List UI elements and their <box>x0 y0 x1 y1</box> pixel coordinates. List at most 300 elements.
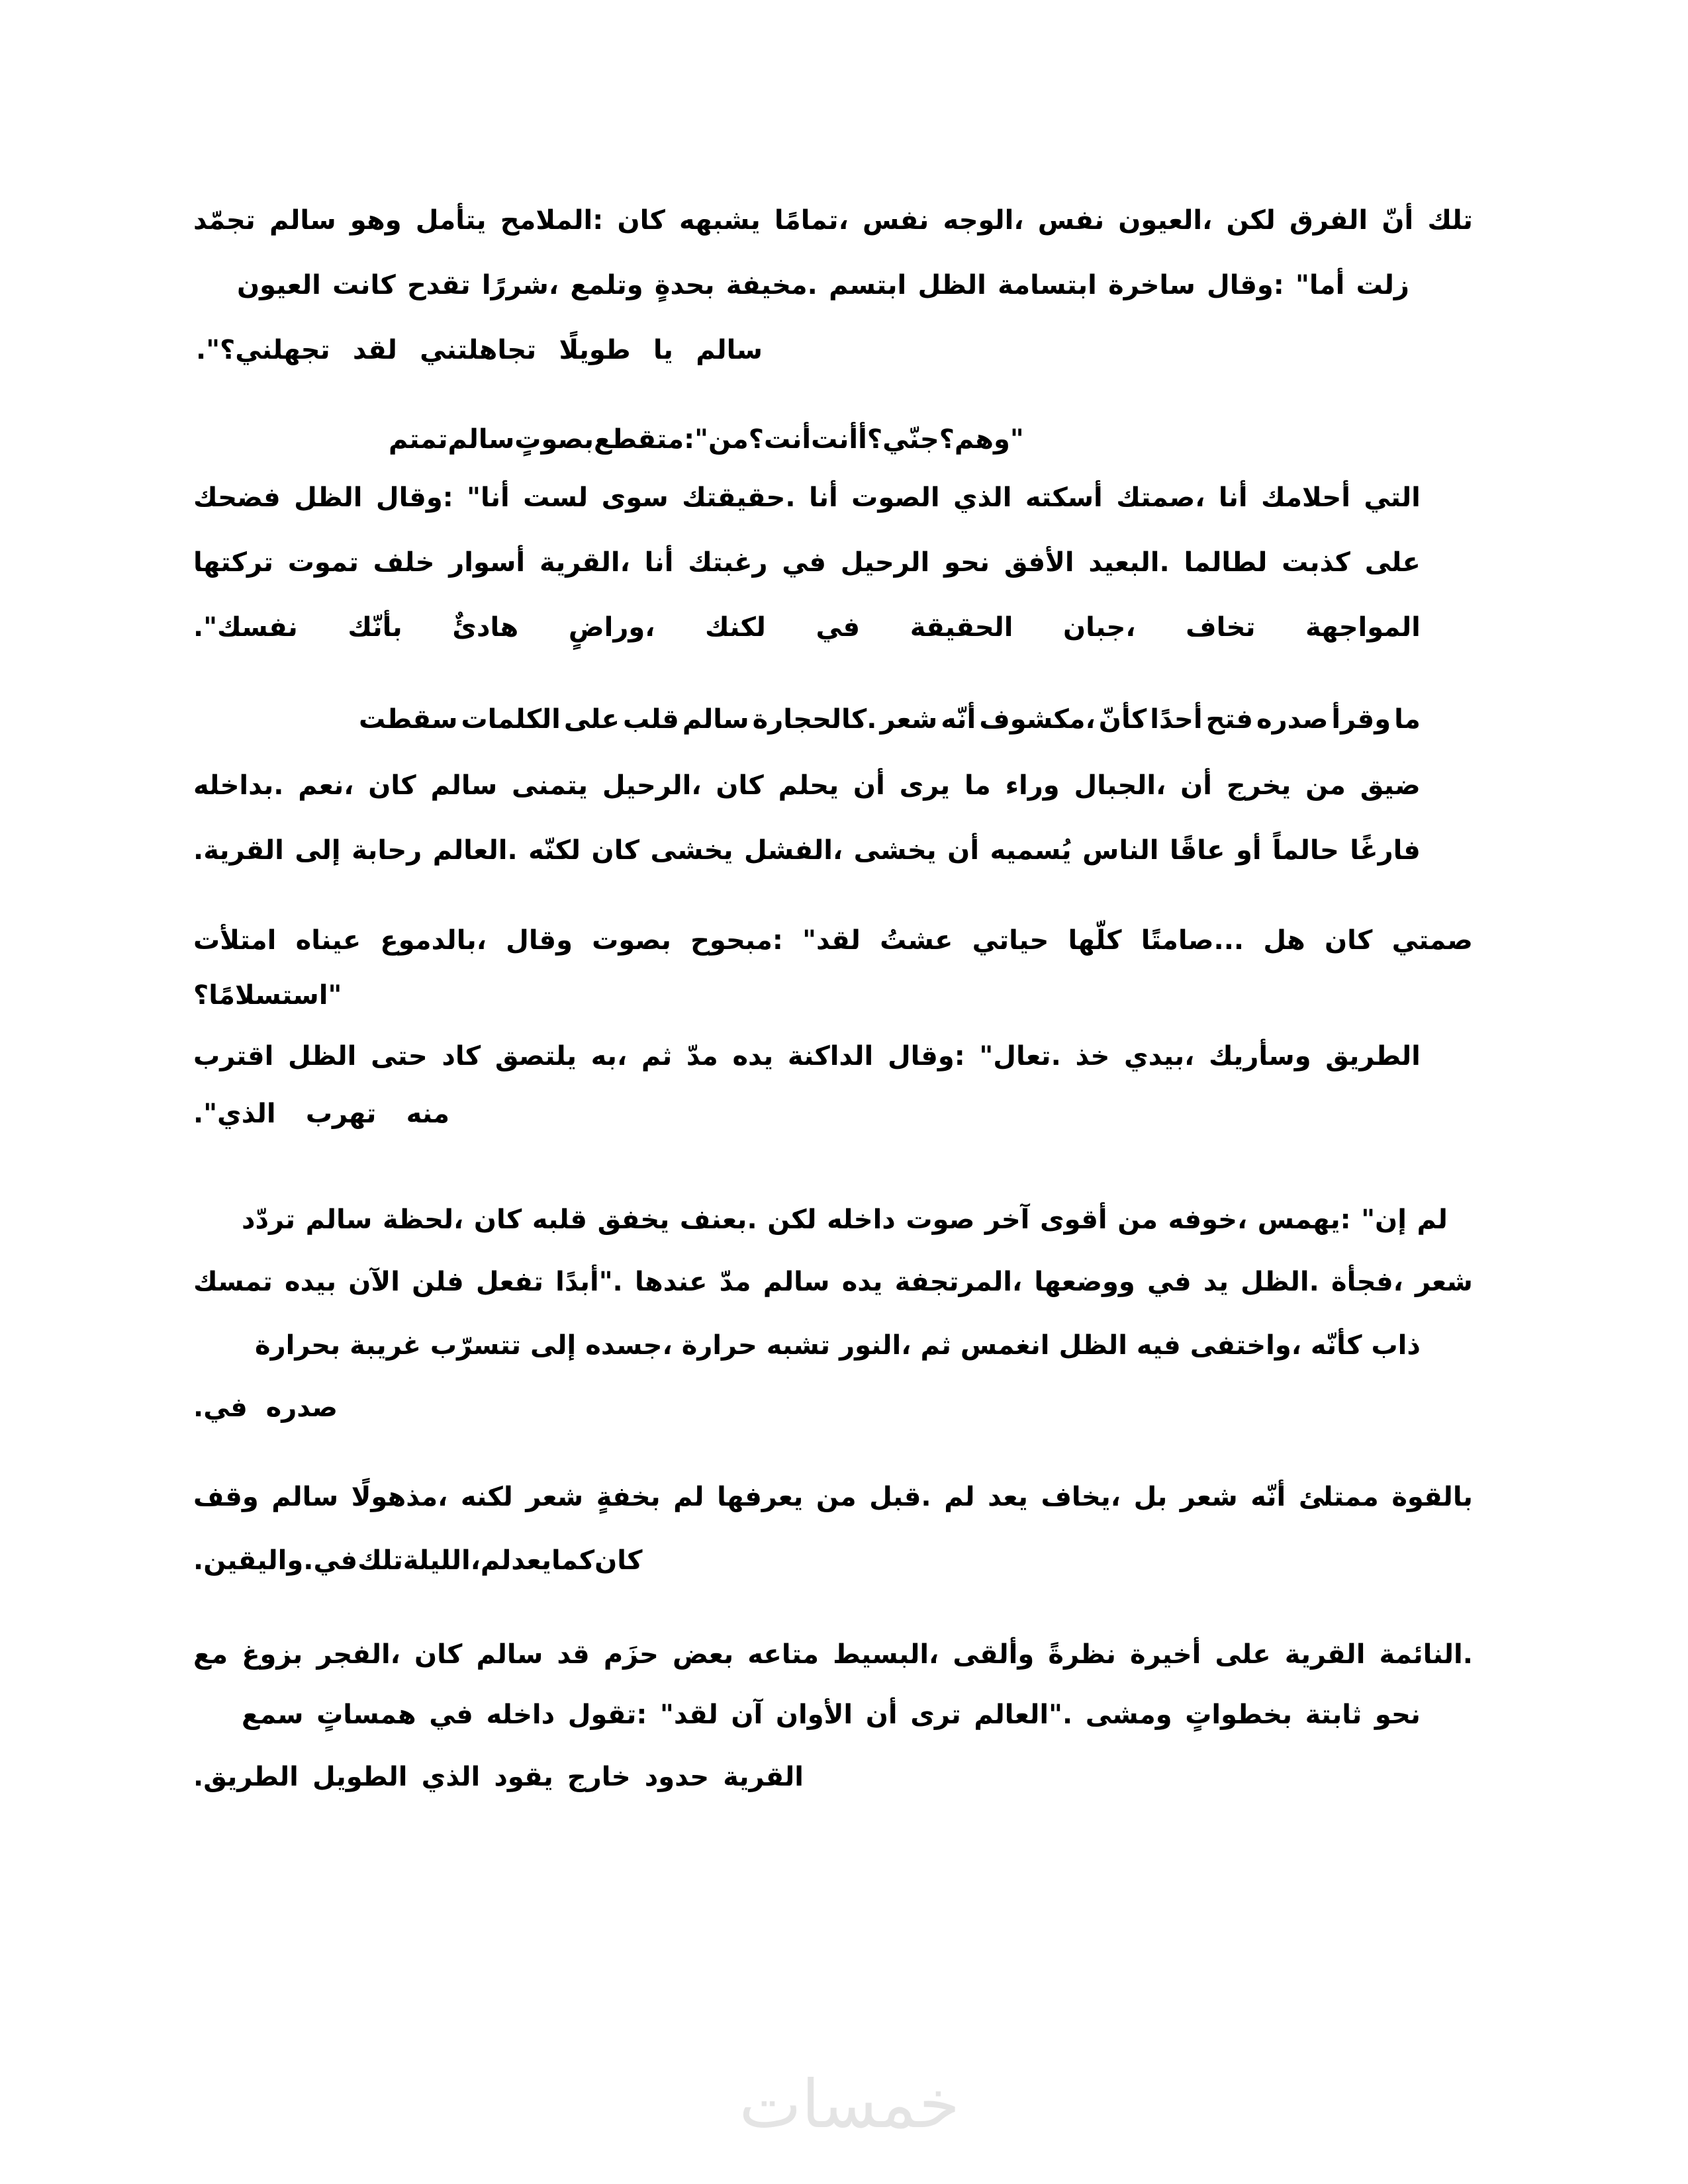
text-line <box>359 700 1421 739</box>
word: كذبت <box>1282 547 1350 578</box>
word: خلف <box>373 547 435 578</box>
word: كان <box>591 835 639 866</box>
word: "تعال. <box>979 1041 1061 1071</box>
word: هل <box>1263 925 1305 956</box>
word: وقال <box>506 925 573 956</box>
word: سوى <box>601 482 669 513</box>
word: يقود <box>494 1762 553 1792</box>
word: مخيفة. <box>726 270 818 300</box>
word: سالم <box>447 424 515 455</box>
word: داخله <box>827 1205 896 1235</box>
word: الفجر، <box>316 1639 400 1670</box>
word: يشبهه <box>679 205 761 236</box>
word: صدره <box>265 1392 338 1423</box>
word: صوت <box>906 1205 975 1235</box>
word: الظل. <box>1241 1267 1319 1297</box>
word: تهرب <box>305 1099 377 1129</box>
word: أقوى <box>1040 1205 1107 1235</box>
word: القرية، <box>539 547 630 578</box>
word: وتلمع <box>570 270 643 300</box>
word: أأنت <box>811 424 867 455</box>
word: وهم؟" <box>939 424 1024 455</box>
word: ابتسامة <box>998 270 1097 300</box>
word: العالم. <box>432 835 518 866</box>
word: وألقى <box>953 1639 1035 1670</box>
word: شعر <box>880 704 938 735</box>
word: سالم <box>271 1482 339 1512</box>
word: جبان، <box>1063 612 1136 643</box>
word: بالقوة <box>1391 1482 1473 1512</box>
word: تخاف <box>1186 612 1256 643</box>
word: خذ <box>1075 1041 1110 1071</box>
word: أنّه <box>941 704 976 735</box>
word: تفعل <box>475 1267 543 1297</box>
word: عاقًا <box>1169 835 1225 866</box>
word: يعرفها <box>717 1482 804 1512</box>
word: سالم <box>763 1267 830 1297</box>
word: به، <box>590 1041 628 1071</box>
word: نفس <box>862 205 929 236</box>
word: كان <box>716 770 764 801</box>
word: تقول: <box>567 1700 647 1730</box>
word: ابتسم <box>829 270 907 300</box>
word: أحدًا <box>1150 704 1203 735</box>
word: حرارة <box>681 1330 757 1361</box>
word: يعد <box>988 1482 1028 1512</box>
word: العالم". <box>974 1700 1073 1730</box>
word: صامتًا... <box>1141 925 1244 956</box>
word: قلبه <box>532 1205 587 1235</box>
word: آخر <box>984 1205 1030 1235</box>
word: القرية <box>723 1762 804 1792</box>
word: صدره <box>1256 704 1329 735</box>
word: صمتي <box>1391 925 1473 956</box>
word: يعد <box>511 1545 551 1576</box>
word: تردّد <box>242 1205 295 1235</box>
word: "لقد <box>660 1700 718 1730</box>
text-line <box>196 330 763 370</box>
text-line <box>193 1388 338 1428</box>
word: صمتك، <box>1116 482 1205 513</box>
word: يتمنى <box>512 770 588 801</box>
word: مع <box>193 1639 228 1670</box>
text-line <box>193 1094 449 1134</box>
word: يخرج <box>1226 770 1291 801</box>
word: مدّ <box>719 1267 751 1297</box>
word: وراء <box>1005 770 1060 801</box>
word: الكلمات <box>461 704 561 735</box>
word: كان <box>473 1205 522 1235</box>
word: أنا <box>808 482 838 513</box>
word: سمع <box>242 1700 304 1730</box>
word: يده <box>732 1041 774 1071</box>
word: ثم <box>920 1330 951 1361</box>
word: ."نفسك <box>193 612 298 643</box>
word: ممتلئ <box>1298 1482 1379 1512</box>
word: زلت <box>1356 270 1409 300</box>
word: ثم <box>641 1041 673 1071</box>
word: يخفق <box>597 1205 670 1235</box>
text-line <box>237 265 1409 305</box>
word: كانت <box>332 270 396 300</box>
word: لم <box>1417 1205 1448 1235</box>
word: نحو <box>1374 1700 1421 1730</box>
word: "أما <box>1295 270 1345 300</box>
word: أحلامك <box>1261 482 1350 513</box>
word: يا <box>653 335 673 365</box>
word: فضحك <box>193 482 281 513</box>
word: "من <box>694 424 749 455</box>
word: بالدموع، <box>380 925 487 956</box>
word: سالم <box>269 205 336 236</box>
word: من <box>1117 1205 1158 1235</box>
word: الظل <box>1058 1330 1127 1361</box>
word: الصوت <box>851 482 940 513</box>
word: بيده <box>285 1267 337 1297</box>
word: سالم <box>682 704 749 735</box>
word: ثابتة <box>1305 1700 1362 1730</box>
word: .القرية <box>193 835 284 866</box>
word: الملامح: <box>500 205 604 236</box>
word: ساخرة <box>1108 270 1196 300</box>
word: تقدح <box>406 270 471 300</box>
word: حياتي <box>972 925 1049 956</box>
word: كلّها <box>1068 925 1122 956</box>
word: شعر <box>526 1482 584 1512</box>
word: فارغًا <box>1350 835 1421 866</box>
word: في <box>782 547 826 578</box>
text-line <box>193 1541 643 1580</box>
word: لطالما <box>1184 547 1268 578</box>
word: البسيط، <box>833 1639 939 1670</box>
word: بخطواتٍ <box>1185 1700 1293 1730</box>
word: أن <box>1180 770 1212 801</box>
word: سالم <box>430 770 498 801</box>
word: وقرأ <box>1331 704 1391 735</box>
word: تموت <box>287 547 359 578</box>
word: حقيقتك. <box>682 482 796 513</box>
word: جنّي؟ <box>867 424 939 455</box>
word: الظل <box>287 1041 357 1071</box>
word: لكنك <box>705 612 766 643</box>
word: يرى <box>899 770 951 801</box>
word: تجاهلتني <box>420 335 537 365</box>
word: بأنّك <box>348 612 402 643</box>
word: أسكته <box>1025 482 1103 513</box>
word: في <box>313 1545 358 1576</box>
word: الطريق <box>1325 1041 1421 1071</box>
word: تركتها <box>193 547 273 578</box>
word: ."تجهلني؟ <box>196 335 330 365</box>
word: حدود <box>644 1762 710 1792</box>
word: فلن <box>412 1267 464 1297</box>
word: من <box>816 1482 857 1512</box>
word: إلى <box>295 835 341 866</box>
word: نظرةً <box>1048 1639 1116 1670</box>
word: لكنّه <box>528 835 581 866</box>
word: عيناه <box>295 925 361 956</box>
word: تجمّد <box>193 205 256 236</box>
word: على <box>1364 547 1421 578</box>
word: شعر <box>1180 1482 1238 1512</box>
word: الذي <box>421 1762 481 1792</box>
word: نعم، <box>298 770 354 801</box>
word: واختفى، <box>1190 1330 1301 1361</box>
word: العيون <box>237 270 321 300</box>
word: أو <box>1236 835 1262 866</box>
word: اقترب <box>193 1041 274 1071</box>
word: الرحيل، <box>602 770 702 801</box>
word: تلك <box>1427 205 1473 236</box>
word: من <box>1305 770 1346 801</box>
word: ."الذي <box>193 1099 276 1129</box>
word: عشتُ <box>880 925 953 956</box>
word: .واليقين. <box>193 1545 314 1576</box>
text-line <box>193 766 1421 805</box>
word: لم <box>480 1545 512 1576</box>
word: وهو <box>350 205 402 236</box>
word: طويلًا <box>559 335 631 365</box>
word: خارج <box>567 1762 631 1792</box>
word: شعر <box>1415 1267 1473 1297</box>
word: لقد <box>352 335 397 365</box>
word: البعيد. <box>1088 547 1170 578</box>
word: .في <box>193 1392 248 1423</box>
word: قلب <box>622 704 679 735</box>
word: خوفه، <box>1168 1205 1248 1235</box>
word: الجبال، <box>1074 770 1166 801</box>
word: داخله <box>486 1700 555 1730</box>
word: هادئٌ <box>452 612 519 643</box>
word: تتسرّب <box>430 1330 522 1361</box>
word: يد <box>1203 1267 1229 1297</box>
word: الفرق <box>1289 205 1368 236</box>
word: رغبتك <box>688 547 768 578</box>
word: كما <box>551 1545 595 1576</box>
word: ضيق <box>1360 770 1421 801</box>
word: إلى <box>530 1330 577 1361</box>
word: مذهولًا، <box>351 1482 448 1512</box>
word: العيون، <box>1118 205 1213 236</box>
word: عندها <box>634 1267 708 1297</box>
word: بعنف. <box>679 1205 757 1235</box>
word: أسوار <box>449 547 526 578</box>
text-line <box>193 201 1473 240</box>
word: الوجه، <box>943 205 1024 236</box>
word: الحقيقة <box>910 612 1013 643</box>
text-line <box>242 1200 1448 1240</box>
word: يخاف، <box>1041 1482 1121 1512</box>
word: ومشى <box>1085 1700 1172 1730</box>
word: تمسك <box>193 1267 273 1297</box>
word: في <box>429 1700 473 1730</box>
word: آن <box>731 1700 763 1730</box>
text-line <box>193 608 1421 647</box>
word: وقال: <box>1207 270 1284 300</box>
word: سالم <box>305 1205 373 1235</box>
word: غريبة <box>350 1330 421 1361</box>
word: كأنّه <box>1310 1330 1362 1361</box>
word: سقطت <box>359 704 458 735</box>
word: يهمس: <box>1257 1205 1351 1235</box>
word: "لقد <box>802 925 861 956</box>
word: فتح <box>1205 704 1253 735</box>
word: أنت؟ <box>748 424 812 455</box>
word: سالم <box>476 1639 543 1670</box>
word: الظل <box>917 270 986 300</box>
word: يده <box>841 1267 883 1297</box>
word: بحرارة <box>255 1330 341 1361</box>
word: قبل. <box>869 1482 931 1512</box>
word: بحدةٍ <box>654 270 715 300</box>
word: أنا <box>644 547 674 578</box>
word: قد <box>557 1639 590 1670</box>
word: كان <box>594 1545 643 1576</box>
word: تشبه <box>766 1330 831 1361</box>
word: تلك <box>357 1545 403 1576</box>
word: ووضعها <box>1034 1267 1135 1297</box>
word: مكشوف، <box>979 704 1096 735</box>
word: تمتم <box>389 424 448 455</box>
word: كان <box>368 770 416 801</box>
word: أن <box>865 1700 898 1730</box>
word: النائمة. <box>1379 1639 1473 1670</box>
word: في <box>1147 1267 1192 1297</box>
text-line <box>193 478 1421 518</box>
word: وقال: <box>887 1041 965 1071</box>
word: "إن <box>1361 1205 1407 1235</box>
word: مدّ <box>686 1041 718 1071</box>
word: .الطريق <box>193 1762 299 1792</box>
word: المرتجفة، <box>894 1267 1023 1297</box>
word: ما <box>964 770 991 801</box>
word: الآن <box>348 1267 400 1297</box>
word: ذاب <box>1371 1330 1421 1361</box>
word: الرحيل <box>840 547 930 578</box>
word: حالماً <box>1272 835 1339 866</box>
word: الفشل، <box>744 835 843 866</box>
text-line <box>389 420 1024 459</box>
word: المواجهة <box>1305 612 1421 643</box>
word: أنا <box>1218 482 1248 513</box>
word: حتى <box>371 1041 428 1071</box>
word: بخفةٍ <box>596 1482 661 1512</box>
word: أن <box>947 835 980 866</box>
text-line <box>193 921 1473 960</box>
text-line <box>193 1757 804 1797</box>
word: الطويل <box>312 1762 408 1792</box>
text-line <box>255 1326 1421 1365</box>
word: جسده، <box>585 1330 673 1361</box>
word: منه <box>406 1099 449 1129</box>
word: بعض <box>673 1639 734 1670</box>
word: بيدي، <box>1124 1041 1195 1071</box>
word: الناس <box>1082 835 1159 866</box>
word: كان <box>1324 925 1373 956</box>
word: كاد <box>442 1041 481 1071</box>
word: همساتٍ <box>316 1700 416 1730</box>
word: امتلأت <box>193 925 277 956</box>
word: رحابة <box>352 835 422 866</box>
text-line <box>193 1262 1473 1302</box>
word: بل <box>1133 1482 1168 1512</box>
word: كالحجارة. <box>752 704 877 735</box>
word: لكنه <box>460 1482 513 1512</box>
word: "أنا <box>467 482 510 513</box>
word: على <box>563 704 620 735</box>
text-line <box>193 831 1421 870</box>
word: متقطع: <box>594 424 695 455</box>
text-line <box>193 1477 1473 1517</box>
word: الأفق <box>1004 547 1074 578</box>
word: التي <box>1364 482 1421 513</box>
word: انغمس <box>960 1330 1050 1361</box>
word: ما <box>1394 704 1421 735</box>
word: بداخله. <box>193 770 284 801</box>
word: وسأريك <box>1209 1041 1311 1071</box>
word: كان <box>414 1639 463 1670</box>
word: الليلة، <box>402 1545 481 1576</box>
word: لكن <box>767 1205 817 1235</box>
word: أبدًا". <box>555 1267 623 1297</box>
word: فيه <box>1136 1330 1181 1361</box>
word: بزوغ <box>242 1639 303 1670</box>
word: بصوتٍ <box>514 424 594 455</box>
word: استسلامًا؟" <box>193 980 342 1011</box>
word: سالم <box>696 335 763 365</box>
word: أن <box>853 770 885 801</box>
word: وقال: <box>375 482 453 513</box>
word: ترى <box>910 1700 961 1730</box>
word: يخشى <box>853 835 937 866</box>
word: يخشى <box>650 835 733 866</box>
word: النور، <box>839 1330 912 1361</box>
word: لم <box>944 1482 975 1512</box>
word: يُسميه <box>990 835 1072 866</box>
word: الأوان <box>775 1700 853 1730</box>
word: في <box>816 612 861 643</box>
word: بصوت <box>592 925 671 956</box>
word: كان <box>617 205 665 236</box>
watermark-logo: خمسات <box>739 2066 960 2143</box>
word: شررًا، <box>481 270 559 300</box>
text-line <box>193 1036 1421 1076</box>
word: كأنّ <box>1098 704 1147 735</box>
word: الذي <box>953 482 1012 513</box>
word: أنّ <box>1382 205 1414 236</box>
word: مبحوح: <box>690 925 783 956</box>
word: لحظة، <box>382 1205 464 1235</box>
word: نحو <box>944 547 990 578</box>
word: الظل <box>294 482 363 513</box>
word: لست <box>523 482 588 513</box>
word: لم <box>673 1482 704 1512</box>
word: على <box>1215 1639 1271 1670</box>
word: وقف <box>193 1482 259 1512</box>
text-line <box>193 1635 1473 1674</box>
word: تمامًا، <box>774 205 849 236</box>
word: القرية <box>1284 1639 1366 1670</box>
text-line <box>193 543 1421 582</box>
word: أخيرة <box>1129 1639 1201 1670</box>
word: لكن <box>1226 205 1276 236</box>
text-line <box>193 976 389 1015</box>
word: حزَم <box>603 1639 659 1670</box>
word: يحلم <box>778 770 839 801</box>
word: يلتصق <box>494 1041 577 1071</box>
word: نفس <box>1037 205 1105 236</box>
word: أنّه <box>1250 1482 1286 1512</box>
